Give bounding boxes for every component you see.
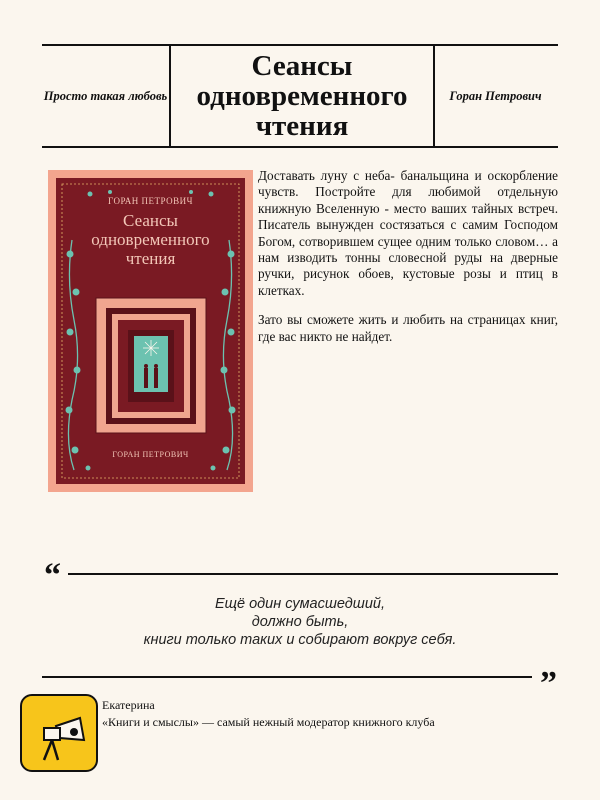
cover-title-line3: чтения xyxy=(125,249,176,268)
cover-author-bottom: ГОРАН ПЕТРОВИЧ xyxy=(112,450,189,459)
quote-line-3: книги только таких и собирают вокруг себя. xyxy=(143,632,457,648)
header-author: Горан Петрович xyxy=(449,88,542,103)
page-title: Сеансы одновременного чтения xyxy=(169,46,435,146)
quote-text xyxy=(60,595,540,649)
spotlight-icon xyxy=(20,694,98,772)
close-quote-icon: ” xyxy=(540,665,557,702)
cover-title-line2: одновременного xyxy=(91,230,210,249)
quote-divider-top xyxy=(68,573,558,575)
cover-title-line1: Сеансы xyxy=(123,211,178,230)
cover-author-top: ГОРАН ПЕТРОВИЧ xyxy=(107,196,194,206)
book-cover xyxy=(48,170,253,492)
description-paragraph-2: Зато вы сможете жить и любить на страницах книг, где вас никто не найдет. xyxy=(258,312,558,344)
header-left-label: Просто такая любовь xyxy=(43,88,168,103)
author-name: Екатерина xyxy=(102,698,155,712)
description-paragraph-1: Доставать луну с неба- банальщина и оскорбление чувств. Постройте для любимой отдельную книжную Вселенную - место ваших тайных встреч. Писатель вынужден состязаться с самим Господом Богом, сотворившем сущее одним только словом… а нам изводить тонны словесной руды на дверные ручки, рисунок обоев, кустовые розы и птиц в клетках. xyxy=(258,168,558,298)
book-description xyxy=(258,168,558,358)
quote-line-1: Ещё один сумасшедший, xyxy=(215,596,385,612)
header-table xyxy=(42,44,558,148)
quote-divider-bottom xyxy=(42,676,532,678)
open-quote-icon: “ xyxy=(44,557,61,594)
quote-line-2: должно быть, xyxy=(251,614,349,630)
author-role: «Книги и смыслы» — самый нежный модератор книжного клуба xyxy=(102,715,435,729)
author-block xyxy=(102,697,435,731)
